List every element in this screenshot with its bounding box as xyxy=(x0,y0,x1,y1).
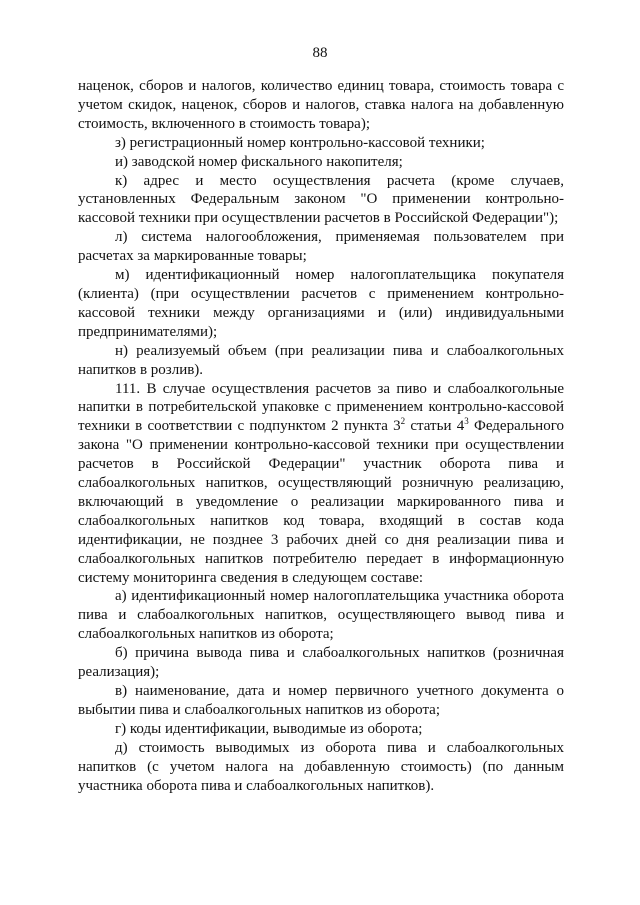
list-item-z: з) регистрационный номер контрольно-кассовой техники; xyxy=(115,134,485,151)
list-item-k: к) адрес и место осуществления расчета (кроме случаев, установленных Федеральным законом "О применении контрольно-кассовой техники при осуществлении расчетов в Российской Федерации"); xyxy=(78,172,564,227)
section-111-paragraph xyxy=(78,380,564,588)
page-number: 88 xyxy=(312,45,328,61)
list-item-d: д) стоимость выводимых из оборота пива и слабоалкогольных напитков (с учетом налога на добавленную стоимость) (по данным участника оборота пива и слабоалкогольных напитков). xyxy=(78,739,564,794)
list-item-a: а) идентификационный номер налогоплательщика участника оборота пива и слабоалкогольных напитков, осуществляющего вывод пива и слабоалкогольных напитков из оборота; xyxy=(78,588,564,643)
paragraph-continuation: наценок, сборов и налогов, количество единиц товара, стоимость товара с учетом скидок, наценок, сборов и налогов, ставка налога на добавленную стоимость, включенного в стоимость товара); xyxy=(78,78,564,132)
list-item-m: м) идентификационный номер налогоплательщика покупателя (клиента) (при осуществлении расчетов с применением контрольно-кассовой техники между организациями и (или) индивидуальными предпринимателями); xyxy=(78,267,564,340)
list-item-g: г) коды идентификации, выводимые из оборота; xyxy=(115,720,423,737)
list-item-i: и) заводской номер фискального накопителя; xyxy=(115,153,403,170)
list-item-l: л) система налогообложения, применяемая пользователем при расчетах за маркированные товары; xyxy=(78,229,564,265)
section-111-text-part-1: 111. В случае осуществления расчетов за пиво и слабоалкогольные напитки в потребительской упаковке с применением контрольно-кассовой техники в соответствии с подпунктом 2 пункта 3 xyxy=(78,380,564,435)
section-111-text-part-3: Федерального закона "О применении контрольно-кассовой техники при осуществлении расчетов в Российской Федерации" участник оборота пива и слабоалкогольных напитков, осуществляющий розничную реализацию, включающий в уведомление о реализации маркированного пива и слабоалкогольных напитков код товара, входящий в состав кода идентификации, не позднее 3 рабочих дней со дня реализации пива и слабоалкогольных напитков потребителю передает в информационную систему мониторинга сведения в следующем составе: xyxy=(78,418,564,586)
list-item-b: б) причина вывода пива и слабоалкогольных напитков (розничная реализация); xyxy=(78,645,564,681)
document-body xyxy=(78,77,564,795)
superscript-2: 2 xyxy=(400,416,406,427)
superscript-3: 3 xyxy=(464,416,469,427)
list-item-n: н) реализуемый объем (при реализации пива и слабоалкогольных напитков в розлив). xyxy=(78,342,564,378)
list-item-v: в) наименование, дата и номер первичного учетного документа о выбытии пива и слабоалкогольных напитков из оборота; xyxy=(78,683,564,718)
section-111-text-part-2: статьи 4 xyxy=(405,418,465,435)
